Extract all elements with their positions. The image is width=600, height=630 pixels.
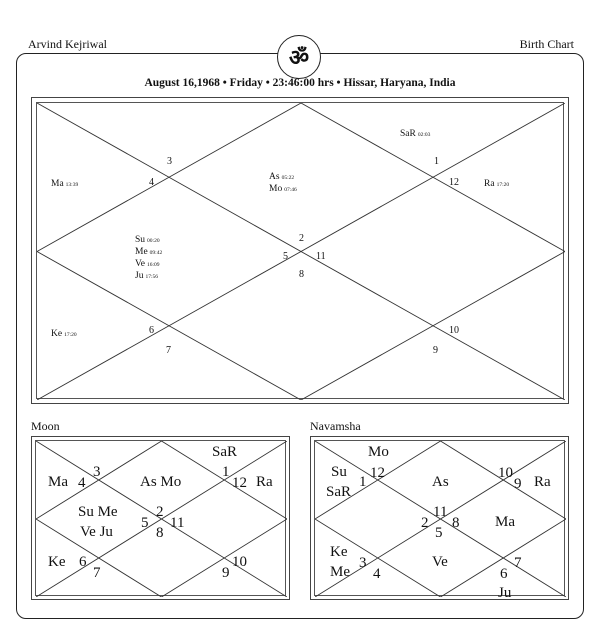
main-chart-lines [37,103,565,400]
house-number-1: 1 [434,156,439,167]
moon-house-8: 8 [156,525,164,541]
nav-rahu: Ra [534,474,551,490]
om-symbol: ॐ [288,46,310,71]
moon-venus-jupiter: Ve Ju [80,524,113,540]
moon-house-2: 2 [156,504,164,520]
planet-saturn-r: SaR 02:03 [400,129,431,139]
moon-house-3: 3 [93,464,101,480]
native-name: Arvind Kejriwal [28,37,107,51]
house-number-9: 9 [433,345,438,356]
main-chart-inner [36,102,564,399]
planet-mars: Ma 13:39 [51,179,79,189]
nav-house-3: 3 [359,555,367,571]
nav-moon: Mo [368,444,389,460]
planet-jupiter: Ju 17:56 [135,271,158,281]
nav-mercury: Me [330,564,350,580]
planet-sun: Su 00:20 [135,235,160,245]
house-number-10: 10 [449,325,459,336]
nav-house-10: 10 [498,465,513,481]
house-number-7: 7 [166,345,171,356]
house-number-4: 4 [149,177,154,188]
nav-venus: Ve [432,554,448,570]
planet-ascendant: As 05:22 [269,172,295,182]
house-number-12: 12 [449,177,459,188]
nav-house-12: 12 [370,465,385,481]
moon-house-10: 10 [232,554,247,570]
moon-saturn-r: SaR [212,444,238,460]
planet-venus: Ve 16:09 [135,259,160,269]
house-number-2: 2 [299,233,304,244]
main-birth-chart [31,97,569,404]
nav-house-1: 1 [359,474,367,490]
nav-ketu: Ke [330,544,348,560]
moon-house-7: 7 [93,565,101,581]
planet-mercury: Me 09:42 [135,247,163,257]
house-number-8: 8 [299,269,304,280]
moon-sun-mercury: Su Me [78,504,118,520]
nav-house-9: 9 [514,476,522,492]
moon-house-12: 12 [232,475,247,491]
navamsha-chart [310,436,569,600]
moon-mars: Ma [48,474,68,490]
nav-mars: Ma [495,514,515,530]
moon-ketu: Ke [48,554,66,570]
nav-house-2: 2 [421,515,429,531]
navamsha-chart-title: Navamsha [310,419,361,433]
nav-house-4: 4 [373,566,381,582]
nav-house-11: 11 [433,504,448,520]
nav-sun: Su [331,464,347,480]
navamsha-chart-inner [314,440,565,601]
moon-chart [31,436,290,600]
house-number-3: 3 [167,156,172,167]
moon-house-1: 1 [222,464,230,480]
moon-house-6: 6 [79,554,87,570]
house-number-6: 6 [149,325,154,336]
moon-house-4: 4 [78,475,86,491]
om-icon [277,35,321,79]
house-number-11: 11 [316,251,326,262]
nav-jupiter: Ju [498,585,512,601]
moon-chart-inner [35,440,286,596]
moon-asc-moon: As Mo [140,474,182,490]
nav-house-5: 5 [435,525,443,541]
nav-house-7: 7 [514,555,522,571]
moon-house-5: 5 [141,515,149,531]
moon-house-9: 9 [222,565,230,581]
house-number-5: 5 [283,251,288,262]
planet-rahu: Ra 17:20 [484,179,510,189]
birth-details: August 16,1968 • Friday • 23:46:00 hrs • Hissar, Haryana, India [144,77,456,89]
nav-house-8: 8 [452,515,460,531]
moon-house-11: 11 [170,515,185,531]
nav-saturn-r: SaR [326,484,352,500]
nav-house-6: 6 [500,566,508,582]
page-title: Birth Chart [519,37,574,51]
planet-ketu: Ke 17:20 [51,329,77,339]
planet-moon: Mo 07:46 [269,184,297,194]
moon-rahu: Ra [256,474,273,490]
nav-ascendant: As [432,474,449,490]
moon-chart-title: Moon [31,419,60,433]
